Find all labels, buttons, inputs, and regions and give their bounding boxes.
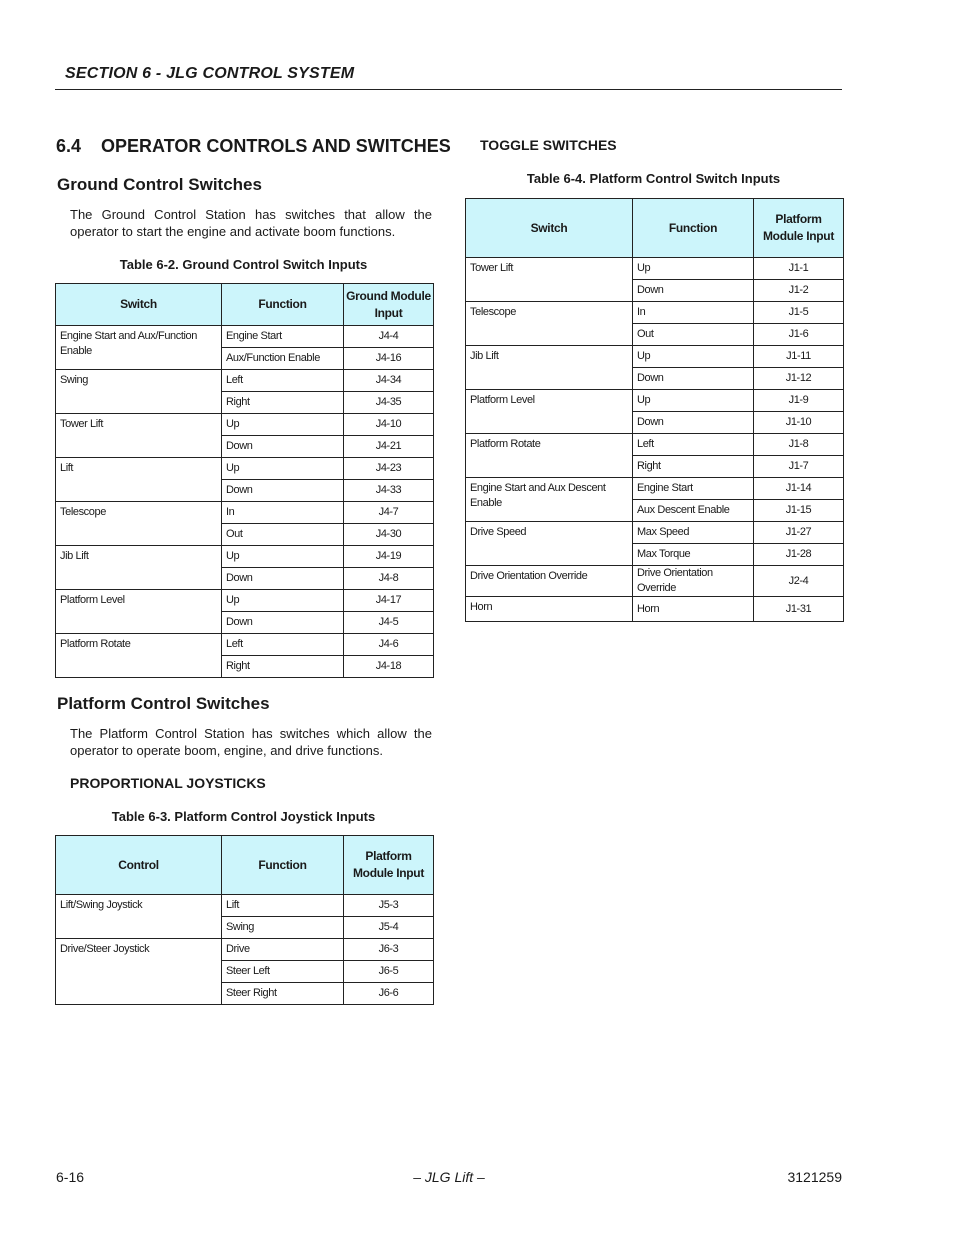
input-cell: J6-5 [344,961,434,983]
switch-cell: Platform Level [466,390,633,434]
switch-cell: Platform Rotate [56,634,222,678]
input-cell: J1-2 [754,280,844,302]
table-row [466,258,844,280]
page-number: 6-16 [56,1169,85,1185]
platform-heading: Platform Control Switches [57,694,270,713]
input-cell: J4-18 [344,656,434,678]
function-cell: Up [222,546,344,568]
column-header: Platform Module Input [344,836,434,895]
function-cell: Steer Right [222,983,344,1005]
switch-cell: Jib Lift [466,346,633,390]
input-cell: J4-7 [344,502,434,524]
input-cell: J4-33 [344,480,434,502]
column-header: Switch [466,199,633,258]
table-row [466,302,844,324]
input-cell: J1-31 [754,597,844,622]
input-cell: J4-35 [344,392,434,414]
function-cell: Left [633,434,754,456]
table-row [56,590,434,612]
column-header: Function [222,284,344,326]
function-cell: Out [222,524,344,546]
function-cell: Steer Left [222,961,344,983]
switch-cell: Swing [56,370,222,414]
switch-cell: Jib Lift [56,546,222,590]
joystick-table [55,835,434,1005]
column-header: Platform Module Input [754,199,844,258]
input-cell: J5-3 [344,895,434,917]
header-divider [55,89,842,90]
switch-cell: Drive/Steer Joystick [56,939,222,1005]
switch-cell: Horn [466,597,633,622]
input-cell: J6-6 [344,983,434,1005]
column-header: Function [633,199,754,258]
switch-cell: Platform Rotate [466,434,633,478]
function-cell: Out [633,324,754,346]
column-header: Ground Module Input [344,284,434,326]
input-cell: J1-14 [754,478,844,500]
input-cell: J4-4 [344,326,434,348]
switch-cell: Tower Lift [56,414,222,458]
switch-cell: Platform Level [56,590,222,634]
table-row [56,634,434,656]
input-cell: J2-4 [754,566,844,597]
input-cell: J1-7 [754,456,844,478]
function-cell: Aux/Function Enable [222,348,344,370]
table-row [466,597,844,622]
table-row [56,546,434,568]
switch-cell: Lift/Swing Joystick [56,895,222,939]
switch-cell: Engine Start and Aux Descent Enable [466,478,633,522]
input-cell: J1-8 [754,434,844,456]
function-cell: Down [633,412,754,434]
input-cell: J4-21 [344,436,434,458]
function-cell: Down [222,436,344,458]
function-cell: Max Speed [633,522,754,544]
function-cell: Up [222,414,344,436]
function-cell: Engine Start [633,478,754,500]
section-header: SECTION 6 - JLG CONTROL SYSTEM [65,65,355,82]
switch-cell: Tower Lift [466,258,633,302]
table-row [56,370,434,392]
input-cell: J5-4 [344,917,434,939]
table-row [56,458,434,480]
platform-paragraph: The Platform Control Station has switches which allow the operator to operate boom, engine, and drive functions. [70,726,432,758]
input-cell: J1-12 [754,368,844,390]
input-cell: J4-17 [344,590,434,612]
document-number: 3121259 [787,1169,842,1185]
column-header: Function [222,836,344,895]
input-cell: J1-6 [754,324,844,346]
table-row [56,502,434,524]
switch-cell: Engine Start and Aux/Function Enable [56,326,222,370]
input-cell: J4-19 [344,546,434,568]
switch-cell: Telescope [56,502,222,546]
function-cell: Lift [222,895,344,917]
input-cell: J1-28 [754,544,844,566]
toggle-heading: TOGGLE SWITCHES [480,137,617,153]
table-row [466,434,844,456]
function-cell: Swing [222,917,344,939]
function-cell: Down [633,280,754,302]
table-row [56,939,434,961]
function-cell: Down [222,480,344,502]
table-row [466,566,844,597]
input-cell: J4-34 [344,370,434,392]
table-row [466,390,844,412]
input-cell: J4-16 [344,348,434,370]
input-cell: J1-15 [754,500,844,522]
input-cell: J4-8 [344,568,434,590]
ground-paragraph: The Ground Control Station has switches that allow the operator to start the engine and activate boom functions. [70,207,432,239]
input-cell: J1-5 [754,302,844,324]
column-header: Switch [56,284,222,326]
section-title: 6.4 OPERATOR CONTROLS AND SWITCHES [56,136,451,156]
function-cell: In [222,502,344,524]
function-cell: Up [222,590,344,612]
input-cell: J1-11 [754,346,844,368]
input-cell: J1-1 [754,258,844,280]
switch-cell: Telescope [466,302,633,346]
function-cell: Aux Descent Enable [633,500,754,522]
function-cell: Max Torque [633,544,754,566]
input-cell: J4-6 [344,634,434,656]
function-cell: Down [222,612,344,634]
function-cell: Down [222,568,344,590]
function-cell: Engine Start [222,326,344,348]
table-row [466,346,844,368]
function-cell: Right [222,656,344,678]
ground-heading: Ground Control Switches [57,175,262,194]
input-cell: J1-27 [754,522,844,544]
toggle-table-caption: Table 6-4. Platform Control Switch Inputs [526,171,781,186]
function-cell: Left [222,370,344,392]
function-cell: Up [633,258,754,280]
input-cell: J6-3 [344,939,434,961]
function-cell: Right [633,456,754,478]
ground-switch-table [55,283,434,678]
toggle-switch-table [465,198,844,622]
function-cell: Left [222,634,344,656]
table-row [56,414,434,436]
joystick-table-caption: Table 6-3. Platform Control Joystick Inputs [111,809,376,824]
footer-brand: – JLG Lift – [413,1169,485,1185]
input-cell: J4-10 [344,414,434,436]
function-cell: Down [633,368,754,390]
switch-cell: Lift [56,458,222,502]
input-cell: J1-10 [754,412,844,434]
function-cell: Up [633,346,754,368]
table-row [466,478,844,500]
function-cell: Up [222,458,344,480]
switch-cell: Drive Speed [466,522,633,566]
switch-cell: Drive Orientation Override [466,566,633,597]
input-cell: J1-9 [754,390,844,412]
input-cell: J4-5 [344,612,434,634]
function-cell: Right [222,392,344,414]
function-cell: Horn [633,597,754,622]
input-cell: J4-30 [344,524,434,546]
function-cell: Drive [222,939,344,961]
table-row [56,895,434,917]
ground-table-caption: Table 6-2. Ground Control Switch Inputs [119,257,368,272]
table-row [466,522,844,544]
input-cell: J4-23 [344,458,434,480]
function-cell: In [633,302,754,324]
column-header: Control [56,836,222,895]
function-cell: Drive Orientation Override [633,566,754,597]
joystick-heading: PROPORTIONAL JOYSTICKS [70,775,266,791]
function-cell: Up [633,390,754,412]
table-row [56,326,434,348]
